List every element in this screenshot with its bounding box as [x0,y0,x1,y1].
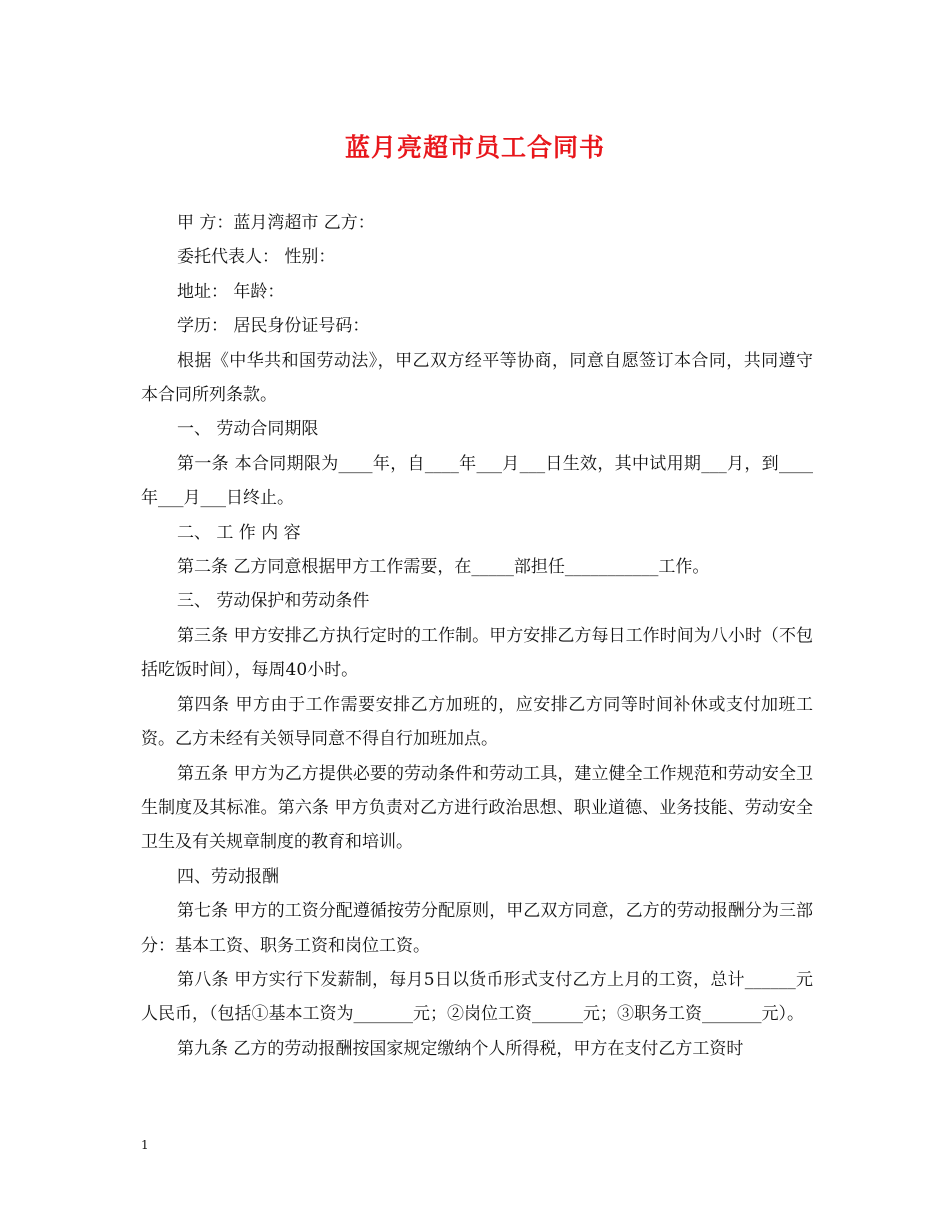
section-heading: 三、 劳动保护和劳动条件 [177,591,370,612]
article-paragraph: 第九条 乙方的劳动报酬按国家规定缴纳个人所得税，甲方在支付乙方工资时 [177,1038,744,1059]
section-heading: 一、 劳动合同期限 [177,419,319,440]
preamble-paragraph: 根据《中华共和国劳动法》，甲乙双方经平等协商，同意自愿签订本合同，共同遵守本合同所列条款。 [141,350,813,406]
article-paragraph: 第五条 甲方为乙方提供必要的劳动条件和劳动工具，建立健全工作规范和劳动安全卫生制度及其标准。第六条 甲方负责对乙方进行政治思想、职业道德、业务技能、劳动安全卫生及有关规章制度的教育和培训。 [141,763,813,853]
section-heading: 四、劳动报酬 [177,866,279,887]
article-paragraph: 第三条 甲方安排乙方执行定时的工作制。甲方安排乙方每日工作时间为八小时（不包括吃饭时间），每周40小时。 [141,625,813,681]
article-paragraph: 第七条 甲方的工资分配遵循按劳分配原则，甲乙双方同意，乙方的劳动报酬分为三部分：基本工资、职务工资和岗位工资。 [141,901,813,956]
article-paragraph: 第八条 甲方实行下发薪制，每月5日以货币形式支付乙方上月的工资，总计______元人民币，（包括①基本工资为_______元；②岗位工资______元；③职务工资_______元）。 [141,969,813,1025]
article-paragraph: 第一条 本合同期限为____年，自____年___月___日生效，其中试用期___月，到____年___月___日终止。 [141,453,813,509]
party-a-line: 甲 方：蓝月湾超市 乙方： [177,213,375,233]
representative-line: 委托代表人： 性别： [177,247,336,268]
section-heading: 二、 工 作 内 容 [177,522,301,543]
education-line: 学历： 居民身份证号码： [177,316,370,337]
document-title: 蓝月亮超市员工合同书 [344,133,605,162]
article-paragraph: 第四条 甲方由于工作需要安排乙方加班的，应安排乙方同等时间补休或支付加班工资。乙方未经有关领导同意不得自行加班加点。 [141,694,813,750]
address-line: 地址： 年龄： [177,281,285,302]
article-paragraph: 第二条 乙方同意根据甲方工作需要，在_____部担任___________工作。 [177,557,710,578]
page-number: 1 [141,1138,149,1152]
document-body [141,206,813,1066]
